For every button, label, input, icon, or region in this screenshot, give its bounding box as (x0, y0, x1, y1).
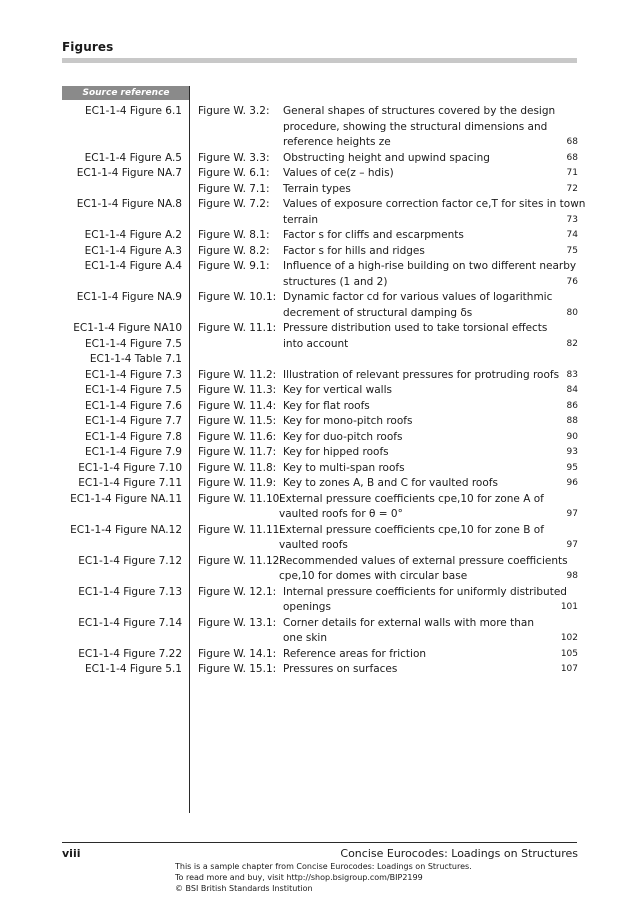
footer-link-note: To read more and buy, visit http://shop.bsigroup.com/BIP2199 (175, 873, 423, 882)
source-reference (85, 259, 182, 275)
source-reference-line: EC1-1-4 Figure 7.5 (84, 384, 182, 396)
figure-number: Figure W. 11.10: (198, 492, 283, 505)
page-reference: 82 (566, 338, 578, 349)
figure-caption (283, 228, 464, 244)
figure-caption-line: Influence of a high-rise building on two different nearby (283, 260, 577, 272)
figure-caption-line: Factor s for hills and ridges (283, 244, 425, 257)
source-reference-line: EC1-1-4 Figure NA.12 (70, 523, 182, 536)
page-reference: 72 (566, 183, 578, 194)
section-title: Figures (62, 40, 114, 54)
source-reference-line: EC1-1-4 Figure 7.12 (78, 554, 182, 567)
figure-caption (283, 290, 552, 321)
figure-caption (283, 399, 370, 415)
source-reference (85, 368, 182, 384)
figure-caption-line: reference heights ze (283, 136, 391, 148)
source-reference-line: EC1-1-4 Figure NA.8 (76, 198, 182, 210)
figure-caption (283, 151, 490, 167)
page-reference: 105 (560, 648, 578, 659)
figure-caption (283, 383, 392, 399)
figure-caption-line: General shapes of structures covered by the design (283, 105, 556, 117)
source-reference (78, 647, 182, 663)
source-reference (78, 461, 182, 477)
figure-caption (283, 197, 585, 228)
page-reference: 88 (566, 416, 578, 426)
figure-caption-line: procedure, showing the structural dimensions and (283, 120, 548, 133)
figure-number: Figure W. 11.9: (198, 477, 277, 489)
figure-caption-line: Key to multi-span roofs (283, 461, 405, 474)
figure-number: Figure W. 11.11: (198, 523, 283, 536)
column-divider (189, 86, 190, 813)
running-title: Concise Eurocodes: Loadings on Structures (340, 847, 578, 860)
figure-caption (283, 166, 394, 182)
page-reference: 101 (560, 602, 578, 612)
figure-caption (279, 523, 544, 554)
source-reference-line: EC1-1-4 Figure 7.9 (84, 446, 182, 458)
figure-caption-line: Illustration of relevant pressures for protruding roofs (283, 368, 560, 381)
figure-number: Figure W. 6.1: (198, 167, 270, 179)
figure-number: Figure W. 13.1: (198, 616, 277, 629)
header-rule (62, 58, 577, 63)
figure-number: Figure W. 11.2: (198, 368, 277, 381)
figure-number: Figure W. 12.1: (198, 585, 277, 598)
figure-number: Figure W. 10.1: (198, 291, 277, 303)
page-reference: 74 (566, 230, 578, 240)
figure-caption-line: Key for hipped roofs (283, 446, 389, 458)
figure-number: Figure W. 3.3: (198, 151, 270, 164)
source-reference-line: EC1-1-4 Figure 7.11 (78, 477, 182, 489)
footer-note: This is a sample chapter from Concise Eurocodes: Loadings on Structures. (175, 862, 472, 871)
source-reference (85, 104, 182, 120)
source-reference (77, 290, 182, 306)
figure-caption-line: External pressure coefficients cpe,10 for zone B of (279, 523, 544, 536)
source-reference-line: EC1-1-4 Figure NA10 (73, 322, 182, 334)
page-reference: 93 (566, 447, 578, 457)
page-reference: 102 (560, 633, 578, 643)
source-reference (85, 430, 182, 446)
figure-number: Figure W. 7.2: (198, 198, 270, 210)
figure-caption-line: Corner details for external walls with more than (283, 616, 534, 629)
figure-number: Figure W. 11.1: (198, 322, 277, 334)
source-reference-line: EC1-1-4 Figure A.3 (84, 244, 182, 257)
figure-caption (283, 445, 389, 461)
source-reference-header: Source reference (62, 86, 190, 100)
source-reference-line: EC1-1-4 Figure 7.13 (78, 585, 182, 598)
source-reference (78, 554, 182, 570)
page-reference: 97 (566, 540, 578, 550)
page-reference: 73 (566, 214, 578, 225)
source-reference-line: EC1-1-4 Figure 7.22 (78, 647, 182, 660)
figure-caption (283, 259, 576, 290)
figure-caption-line: Values of ce(z – hdis) (283, 167, 394, 179)
footer-rule (62, 842, 577, 843)
figure-number: Figure W. 7.1: (198, 182, 270, 195)
figure-caption-line: Dynamic factor cd for various values of logarithmic (283, 291, 553, 303)
figure-number: Figure W. 3.2: (198, 105, 270, 117)
page-number: viii (62, 847, 81, 860)
source-reference-line: EC1-1-4 Figure 7.10 (78, 461, 182, 474)
source-reference-line: EC1-1-4 Figure 7.5 (84, 337, 182, 350)
figure-number: Figure W. 11.5: (198, 415, 277, 427)
source-reference-line: EC1-1-4 Figure 5.1 (84, 663, 182, 675)
figure-caption-line: into account (283, 337, 349, 350)
figure-caption (283, 321, 547, 352)
page-reference: 68 (566, 137, 578, 147)
figure-number: Figure W. 14.1: (198, 647, 277, 660)
page-reference: 90 (566, 431, 578, 442)
figure-number: Figure W. 11.3: (198, 384, 277, 396)
figure-caption-line: decrement of structural damping δs (283, 306, 473, 319)
figure-caption-line: Key for flat roofs (283, 399, 370, 412)
figure-caption (283, 585, 567, 616)
page-reference: 98 (566, 571, 578, 581)
figure-caption-line: Pressure distribution used to take torsional effects (283, 322, 548, 334)
figure-caption-line: Factor s for cliffs and escarpments (283, 229, 464, 241)
figure-caption-line: External pressure coefficients cpe,10 for zone A of (279, 492, 544, 505)
page-reference: 71 (566, 168, 578, 178)
figure-caption (283, 647, 426, 663)
source-reference-line: EC1-1-4 Figure NA.7 (76, 167, 182, 179)
figure-number: Figure W. 11.7: (198, 446, 277, 458)
source-reference-line: EC1-1-4 Figure A.5 (84, 151, 182, 164)
figure-caption (283, 662, 397, 678)
figure-caption (283, 430, 402, 446)
figure-caption (279, 554, 568, 585)
figure-caption-line: Key for mono-pitch roofs (283, 415, 413, 427)
figure-number: Figure W. 11.8: (198, 461, 277, 474)
source-reference-line: EC1-1-4 Figure 7.7 (84, 415, 182, 427)
figure-caption (283, 476, 498, 492)
source-reference-line: EC1-1-4 Figure NA.11 (70, 492, 182, 505)
source-reference (78, 616, 182, 632)
page-reference: 84 (566, 385, 578, 395)
page-reference: 68 (566, 152, 578, 163)
page-reference: 83 (566, 369, 578, 380)
figure-number: Figure W. 15.1: (198, 663, 277, 675)
figure-caption-line: Obstructing height and upwind spacing (283, 151, 490, 164)
figure-caption-line: Pressures on surfaces (283, 663, 398, 675)
figure-caption-line: structures (1 and 2) (283, 275, 388, 288)
figure-caption (283, 182, 351, 198)
source-reference (85, 228, 182, 244)
page-reference: 97 (566, 509, 578, 519)
source-reference-line: EC1-1-4 Figure A.2 (84, 229, 182, 241)
figure-number: Figure W. 8.2: (198, 244, 270, 257)
page-reference: 95 (566, 462, 578, 473)
figure-number: Figure W. 11.4: (198, 399, 277, 412)
page-reference: 75 (566, 245, 578, 256)
source-reference (85, 151, 182, 167)
figure-caption (283, 368, 559, 384)
figure-caption (283, 244, 425, 260)
source-reference (70, 492, 182, 508)
figure-caption-line: Key for vertical walls (283, 384, 392, 396)
figure-caption-line: Reference areas for friction (283, 647, 427, 660)
figure-caption (283, 461, 405, 477)
source-reference (85, 383, 182, 399)
figure-caption-line: cpe,10 for domes with circular base (279, 570, 468, 582)
source-reference (85, 244, 182, 260)
figure-number: Figure W. 11.12: (198, 554, 283, 567)
page-reference: 80 (566, 307, 578, 318)
source-reference (70, 523, 182, 539)
figure-caption (279, 492, 544, 523)
source-reference (77, 197, 182, 213)
figure-number: Figure W. 9.1: (198, 260, 270, 272)
copyright-note: © BSI British Standards Institution (175, 884, 313, 893)
figure-number: Figure W. 11.6: (198, 430, 277, 443)
page-reference: 107 (560, 664, 578, 674)
source-reference-line: EC1-1-4 Figure NA.9 (76, 291, 182, 303)
source-reference (77, 166, 182, 182)
figure-caption-line: vaulted roofs (279, 539, 348, 551)
source-reference (85, 414, 182, 430)
figure-caption-line: Recommended values of external pressure coefficients (279, 554, 568, 567)
source-reference-line: EC1-1-4 Figure 7.8 (84, 430, 182, 443)
figure-caption-line: Internal pressure coefficients for uniformly distributed (283, 585, 567, 598)
figure-caption-line: Key for duo-pitch roofs (283, 430, 403, 443)
figure-number: Figure W. 8.1: (198, 229, 270, 241)
source-reference-line: EC1-1-4 Figure A.4 (84, 260, 182, 272)
figure-caption-line: Terrain types (283, 182, 351, 195)
figure-caption-line: vaulted roofs for θ = 0° (279, 508, 403, 520)
figure-caption (283, 616, 534, 647)
page-reference: 76 (566, 276, 578, 287)
source-reference (85, 662, 182, 678)
source-reference-line: EC1-1-4 Figure 7.14 (78, 616, 182, 629)
source-reference (85, 445, 182, 461)
figure-caption-line: openings (283, 601, 331, 613)
figure-caption-line: one skin (283, 632, 327, 644)
source-reference-line: EC1-1-4 Figure 7.6 (84, 399, 182, 412)
figure-caption-line: terrain (283, 213, 319, 226)
source-reference (73, 321, 182, 368)
source-reference-line: EC1-1-4 Figure 6.1 (84, 105, 182, 117)
source-reference-line: EC1-1-4 Table 7.1 (89, 353, 182, 365)
source-reference (85, 399, 182, 415)
source-reference-line: EC1-1-4 Figure 7.3 (84, 368, 182, 381)
figure-caption-line: Values of exposure correction factor ce,T for sites in town (283, 198, 586, 210)
figure-caption (283, 104, 555, 151)
figure-caption (283, 414, 412, 430)
page-reference: 86 (566, 400, 578, 411)
source-reference (78, 585, 182, 601)
page-reference: 96 (566, 478, 578, 488)
figure-caption-line: Key to zones A, B and C for vaulted roofs (283, 477, 498, 489)
source-reference (78, 476, 182, 492)
